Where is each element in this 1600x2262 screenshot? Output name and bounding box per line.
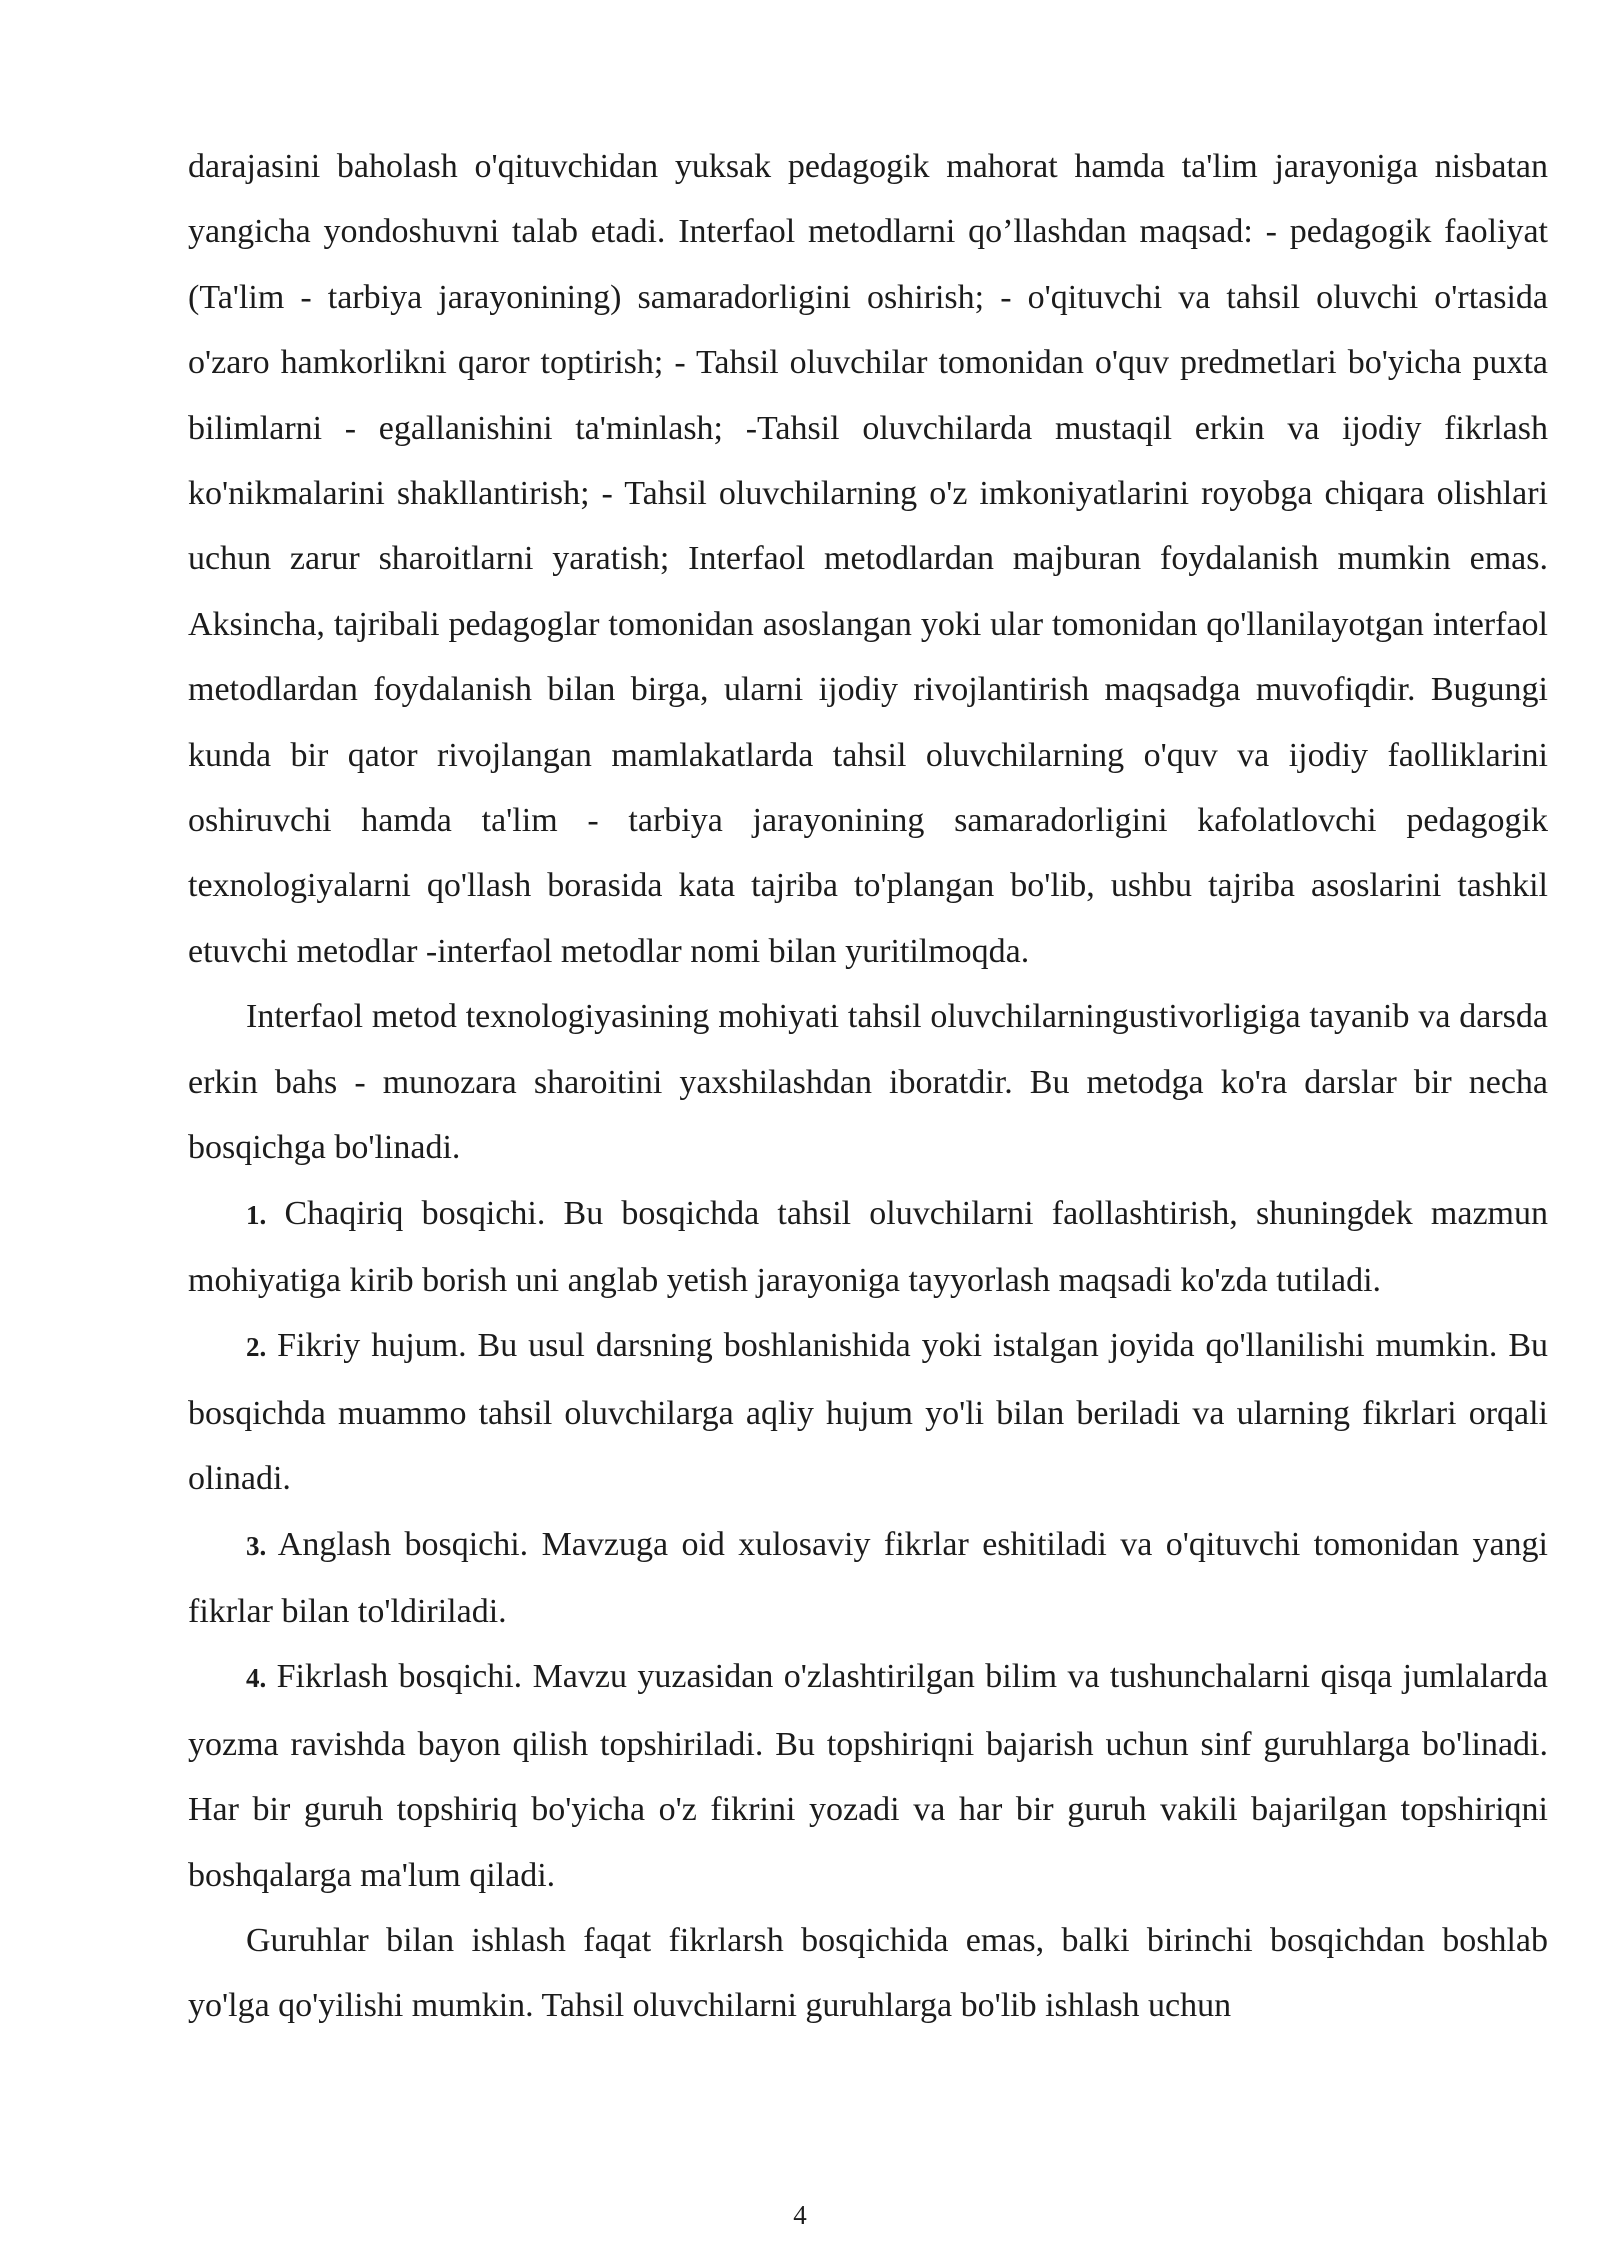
- step-item-3: [188, 1512, 1548, 1645]
- document-body: [188, 134, 1548, 2039]
- step-number: 1.: [246, 1199, 267, 1230]
- step-item-4: [188, 1644, 1548, 1908]
- step-text: Fikrlash bosqichi. Mavzu yuzasidan o'zlashtirilgan bilim va tushunchalarni qisqa jumlalarda yozma ravishda bayon qilish topshiriladi. Bu topshiriqni bajarish uchun sinf guruhlarga bo'linadi. Har bir guruh topshiriq bo'yicha o'z fikrini yozadi va har bir guruh vakili bajarilgan topshiriqni boshqalarga ma'lum qiladi.: [188, 1658, 1548, 1894]
- step-number: 3.: [246, 1530, 267, 1561]
- step-item-1: [188, 1181, 1548, 1314]
- step-text: Anglash bosqichi. Mavzuga oid xulosaviy fikrlar eshitiladi va o'qituvchi tomonidan yangi fikrlar bilan to'ldiriladi.: [188, 1525, 1548, 1630]
- step-text: Chaqiriq bosqichi. Bu bosqichda tahsil oluvchilarni faollashtirish, shuningdek mazmun mohiyatiga kirib borish uni anglab yetish jarayoniga tayyorlash maqsadi ko'zda tutiladi.: [188, 1194, 1548, 1299]
- step-text: Fikriy hujum. Bu usul darsning boshlanishida yoki istalgan joyida qo'llanilishi mumkin. Bu bosqichda muammo tahsil oluvchilarga aqliy hujum yo'li bilan beriladi va ularning fikrlari orqali olinadi.: [188, 1327, 1548, 1498]
- body-paragraph-continuation: darajasini baholash o'qituvchidan yuksak pedagogik mahorat hamda ta'lim jarayoniga nisbatan yangicha yondoshuvni talab etadi. Interfaol metodlarni qo’llashdan maqsad: - pedagogik faoliyat (Ta'lim - tarbiya jarayonining) samaradorligini oshirish; - o'qituvchi va tahsil oluvchi o'rtasida o'zaro hamkorlikni qaror toptirish; - Tahsil oluvchilar tomonidan o'quv predmetlari bo'yicha puxta bilimlarni - egallanishini ta'minlash; -Tahsil oluvchilarda mustaqil erkin va ijodiy fikrlash ko'nikmalarini shakllantirish; - Tahsil oluvchilarning o'z imkoniyatlarini royobga chiqara olishlari uchun zarur sharoitlarni yaratish; Interfaol metodlardan majburan foydalanish mumkin emas. Aksincha, tajribali pedagoglar tomonidan asoslangan yoki ular tomonidan qo'llanilayotgan interfaol metodlardan foydalanish bilan birga, ularni ijodiy rivojlantirish maqsadga muvofiqdir. Bugungi kunda bir qator rivojlangan mamlakatlarda tahsil oluvchilarning o'quv va ijodiy faolliklarini oshiruvchi hamda ta'lim - tarbiya jarayonining samaradorligini kafolatlovchi pedagogik texnologiyalarni qo'llash borasida kata tajriba to'plangan bo'lib, ushbu tajriba asoslarini tashkil etuvchi metodlar -interfaol metodlar nomi bilan yuritilmoqda.: [188, 148, 1548, 970]
- step-item-2: [188, 1313, 1548, 1511]
- page-number: 4: [793, 2200, 807, 2230]
- step-number: 4.: [246, 1663, 267, 1694]
- body-paragraph-group-work: Guruhlar bilan ishlash faqat fikrlarsh bosqichida emas, balki birinchi bosqichdan boshlab yo'lga qo'yilishi mumkin. Tahsil oluvchilarni guruhlarga bo'lib ishlash uchun: [188, 1921, 1548, 2025]
- body-paragraph-method-essence: Interfaol metod texnologiyasining mohiyati tahsil oluvchilarningustivorligiga tayanib va darsda erkin bahs - munozara sharoitini yaxshilashdan iboratdir. Bu metodga ko'ra darslar bir necha bosqichga bo'linadi.: [188, 998, 1548, 1167]
- step-number: 2.: [246, 1332, 267, 1363]
